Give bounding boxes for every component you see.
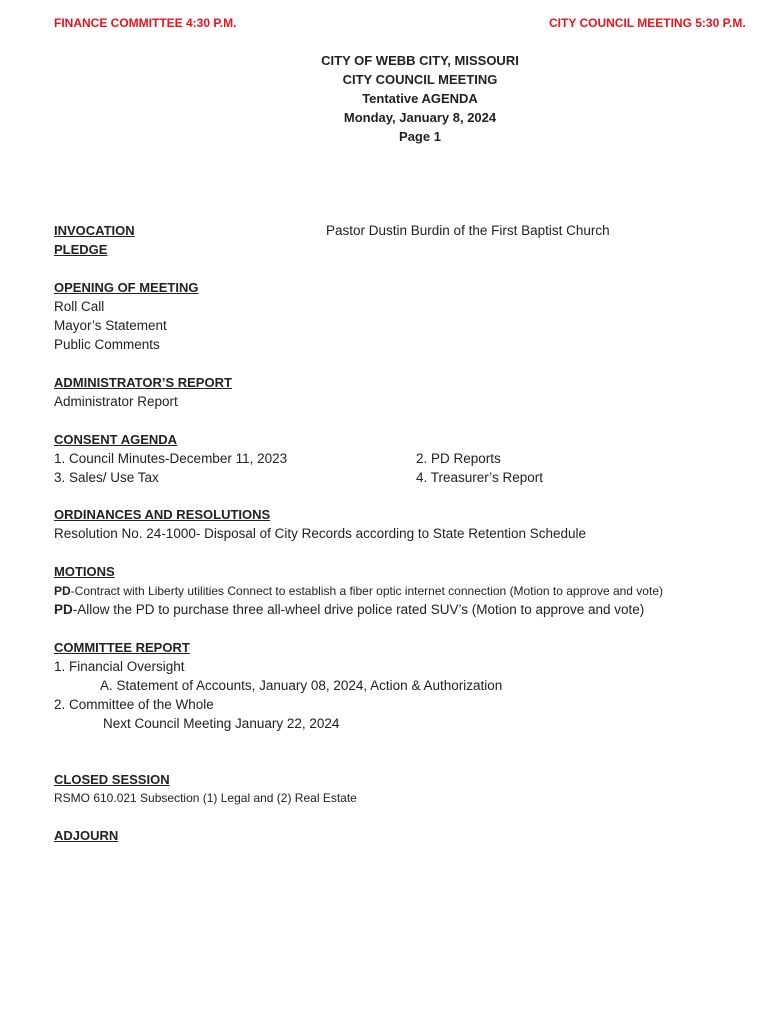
consent-item: 2. PD Reports [416, 451, 501, 466]
finance-committee-time: FINANCE COMMITTEE 4:30 P.M. [54, 16, 237, 30]
closed-session-heading: CLOSED SESSION [54, 772, 170, 787]
motion-item [54, 602, 644, 617]
motion-item [54, 584, 663, 598]
motions-heading: MOTIONS [54, 564, 115, 579]
ordinances-heading: ORDINANCES AND RESOLUTIONS [54, 507, 271, 522]
header-meeting: CITY COUNCIL MEETING [342, 72, 498, 87]
administrator-heading: ADMINISTRATOR’S REPORT [54, 375, 232, 390]
motion-prefix: PD [54, 584, 71, 598]
committee-heading: COMMITTEE REPORT [54, 640, 190, 655]
consent-heading: CONSENT AGENDA [54, 432, 178, 447]
resolution-item: Resolution No. 24-1000- Disposal of City Records according to State Retention Schedule [54, 526, 587, 541]
administrator-item: Administrator Report [54, 394, 178, 409]
opening-heading: OPENING OF MEETING [54, 280, 199, 295]
adjourn-heading: ADJOURN [54, 828, 119, 843]
opening-item: Roll Call [54, 299, 105, 314]
council-meeting-time: CITY COUNCIL MEETING 5:30 P.M. [549, 16, 746, 30]
consent-item: 3. Sales/ Use Tax [54, 470, 159, 485]
closed-session-item: RSMO 610.021 Subsection (1) Legal and (2) Real Estate [54, 791, 357, 805]
motion-text: -Allow the PD to purchase three all-wheel drive police rated SUV’s (Motion to approve and vote) [72, 602, 645, 617]
invocation-heading: INVOCATION [54, 223, 135, 238]
header-date: Monday, January 8, 2024 [343, 110, 497, 125]
committee-item: 2. Committee of the Whole [54, 697, 214, 712]
opening-item: Public Comments [54, 337, 160, 352]
motion-prefix: PD [54, 602, 73, 617]
header-city: CITY OF WEBB CITY, MISSOURI [321, 53, 519, 68]
header-page: Page 1 [399, 129, 441, 144]
consent-item: 1. Council Minutes-December 11, 2023 [54, 451, 288, 466]
committee-item: 1. Financial Oversight [54, 659, 185, 674]
consent-item: 4. Treasurer’s Report [416, 470, 544, 485]
pledge-heading: PLEDGE [54, 242, 108, 257]
committee-subitem: Next Council Meeting January 22, 2024 [103, 716, 340, 731]
header-agenda: Tentative AGENDA [362, 91, 478, 106]
committee-subitem: A. Statement of Accounts, January 08, 2024, Action & Authorization [100, 678, 503, 693]
invocation-pastor: Pastor Dustin Burdin of the First Baptist Church [326, 223, 610, 238]
opening-item: Mayor’s Statement [54, 318, 167, 333]
motion-text: -Contract with Liberty utilities Connect to establish a fiber optic internet connection (Motion to approve and vote) [70, 584, 663, 598]
